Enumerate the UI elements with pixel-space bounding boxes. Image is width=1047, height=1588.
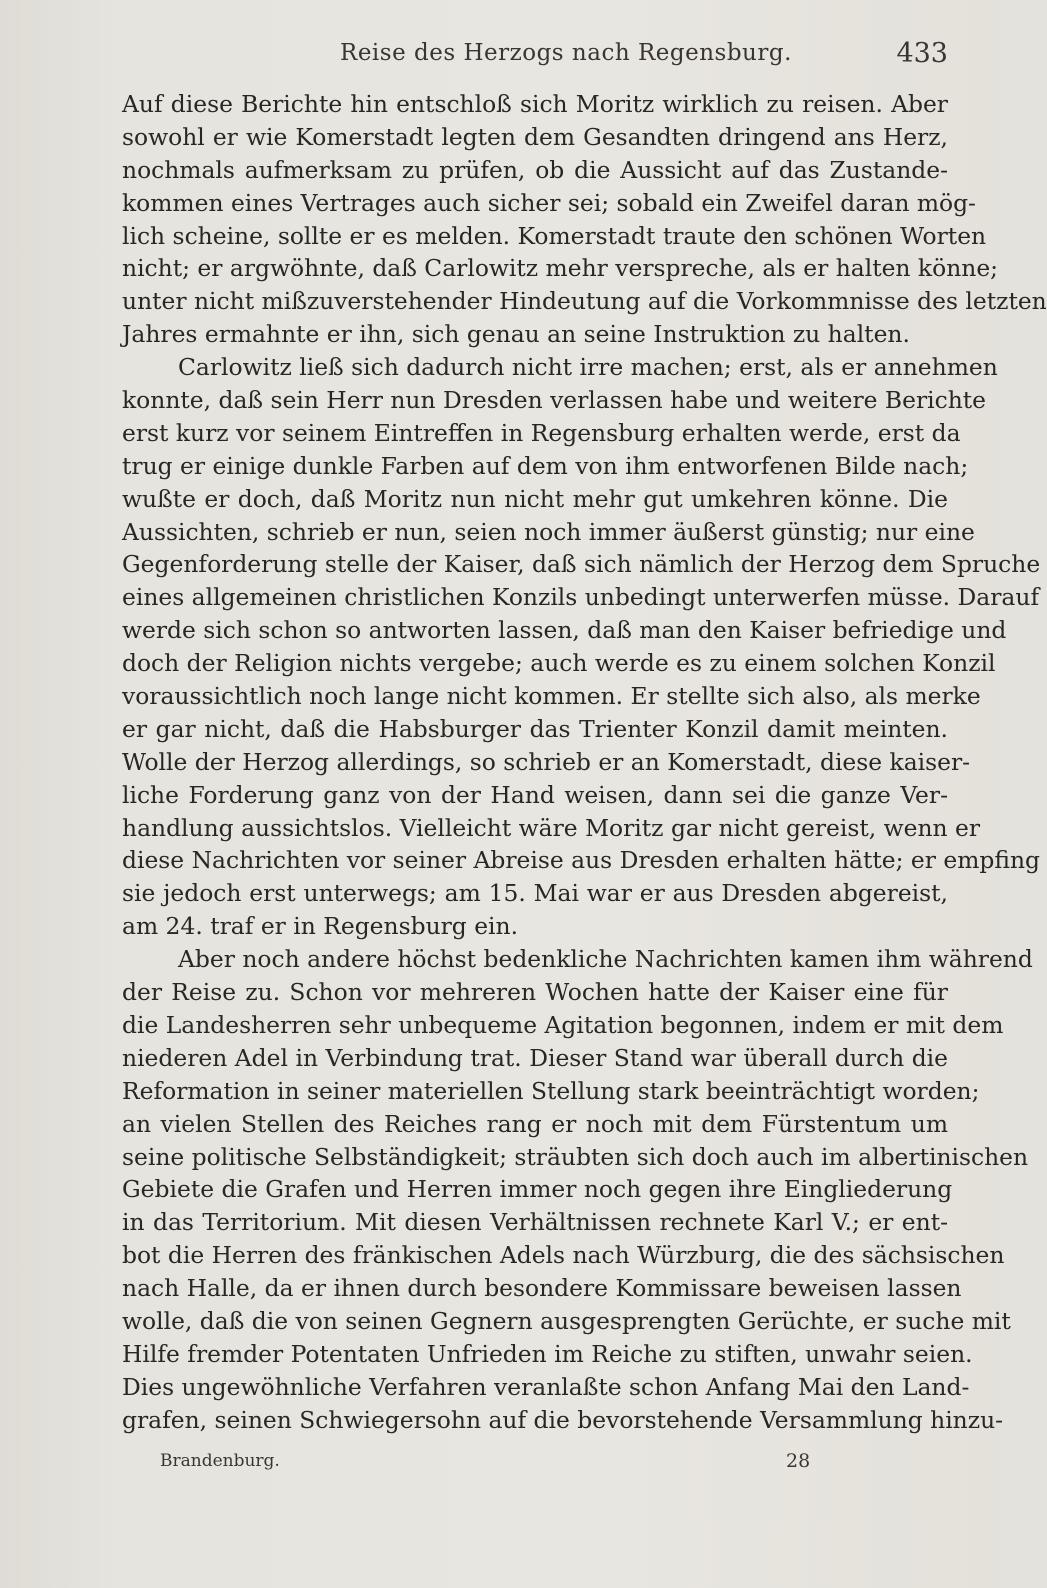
text-line: am 24. traf er in Regensburg ein. (122, 912, 519, 941)
text-line: werde sich schon so antworten lassen, daß man den Kaiser befriedige und (122, 616, 1007, 645)
text-line: sie jedoch erst unterwegs; am 15. Mai war er aus Dresden abgereist, (122, 879, 948, 908)
body-text (122, 88, 1047, 1437)
text-line: Wolle der Herzog allerdings, so schrieb er an Komerstadt, diese kaiser- (122, 747, 971, 776)
text-line: niederen Adel in Verbindung trat. Dieser Stand war überall durch die (122, 1043, 948, 1072)
text-line: Jahres ermahnte er ihn, sich genau an seine Instruktion zu halten. (122, 320, 910, 349)
text-line: eines allgemeinen christlichen Konzils unbedingt unterwerfen müsse. Darauf (122, 583, 1040, 612)
text-line: nach Halle, da er ihnen durch besondere Kommissare beweisen lassen (122, 1274, 962, 1303)
text-line: lich scheine, sollte er es melden. Komerstadt traute den schönen Worten (122, 221, 987, 250)
text-line: Aussichten, schrieb er nun, seien noch immer äußerst günstig; nur eine (122, 517, 975, 546)
paragraph-start-line: Aber noch andere höchst bedenkliche Nachrichten kamen ihm während (178, 945, 1033, 974)
sheet-number: 28 (786, 1450, 811, 1472)
text-line: nicht; er argwöhnte, daß Carlowitz mehr verspreche, als er halten könne; (122, 254, 999, 283)
text-line: Gegenforderung stelle der Kaiser, daß sich nämlich der Herzog dem Spruche (122, 550, 1041, 579)
text-line: trug er einige dunkle Farben auf dem von ihm entworfenen Bilde nach; (122, 451, 969, 480)
text-line: wolle, daß die von seinen Gegnern ausgesprengten Gerüchte, er suche mit (122, 1306, 1011, 1335)
text-line: unter nicht mißzuverstehender Hindeutung auf die Vorkommnisse des letzten (122, 287, 1047, 316)
text-line: die Landesherren sehr unbequeme Agitation begonnen, indem er mit dem (122, 1010, 1004, 1039)
text-line: wußte er doch, daß Moritz nun nicht mehr gut umkehren könne. Die (122, 484, 948, 513)
text-line: handlung aussichtslos. Vielleicht wäre Moritz gar nicht gereist, wenn er (122, 813, 981, 842)
footer-signature: Brandenburg. (160, 1451, 280, 1471)
running-head (120, 40, 948, 80)
text-line: konnte, daß sein Herr nun Dresden verlassen habe und weitere Berichte (122, 386, 987, 415)
text-line: er gar nicht, daß die Habsburger das Trienter Konzil damit meinten. (122, 714, 948, 743)
page-footer (160, 1450, 811, 1481)
text-line: bot die Herren des fränkischen Adels nach Würzburg, die des sächsischen (122, 1241, 1005, 1270)
running-title: Reise des Herzogs nach Regensburg. (340, 40, 792, 66)
text-line: nochmals aufmerksam zu prüfen, ob die Aussicht auf das Zustande- (122, 155, 948, 184)
text-line: der Reise zu. Schon vor mehreren Wochen hatte der Kaiser eine für (122, 978, 948, 1007)
text-line: Auf diese Berichte hin entschloß sich Moritz wirklich zu reisen. Aber (122, 90, 948, 118)
text-line: Gebiete die Grafen und Herren immer noch gegen ihre Eingliederung (122, 1175, 953, 1204)
text-line: erst kurz vor seinem Eintreffen in Regensburg erhalten werde, erst da (122, 418, 961, 447)
text-line: seine politische Selbständigkeit; sträubten sich doch auch im albertinischen (122, 1142, 1029, 1171)
text-line: grafen, seinen Schwiegersohn auf die bevorstehende Versammlung hinzu- (122, 1405, 1004, 1434)
paragraph-start-line: Carlowitz ließ sich dadurch nicht irre machen; erst, als er annehmen (178, 353, 998, 382)
text-line: diese Nachrichten vor seiner Abreise aus Dresden erhalten hätte; er empfing (122, 846, 1041, 875)
text-line: Hilfe fremder Potentaten Unfrieden im Reiche zu stiften, unwahr seien. (122, 1339, 973, 1368)
text-line: an vielen Stellen des Reiches rang er noch mit dem Fürstentum um (122, 1109, 948, 1138)
text-line: sowohl er wie Komerstadt legten dem Gesandten dringend ans Herz, (122, 122, 948, 151)
text-line: in das Territorium. Mit diesen Verhältnissen rechnete Karl V.; er ent- (122, 1208, 948, 1237)
text-line: kommen eines Vertrages auch sicher sei; sobald ein Zweifel daran mög- (122, 188, 976, 217)
text-line: voraussichtlich noch lange nicht kommen. Er stellte sich also, als merke (122, 682, 981, 711)
text-line: liche Forderung ganz von der Hand weisen, dann sei die ganze Ver- (122, 780, 948, 809)
page-number: 433 (896, 38, 948, 69)
text-line: doch der Religion nichts vergebe; auch werde es zu einem solchen Konzil (122, 649, 996, 678)
text-line: Dies ungewöhnliche Verfahren veranlaßte schon Anfang Mai den Land- (122, 1372, 970, 1401)
text-line: Reformation in seiner materiellen Stellung stark beeinträchtigt worden; (122, 1076, 980, 1105)
